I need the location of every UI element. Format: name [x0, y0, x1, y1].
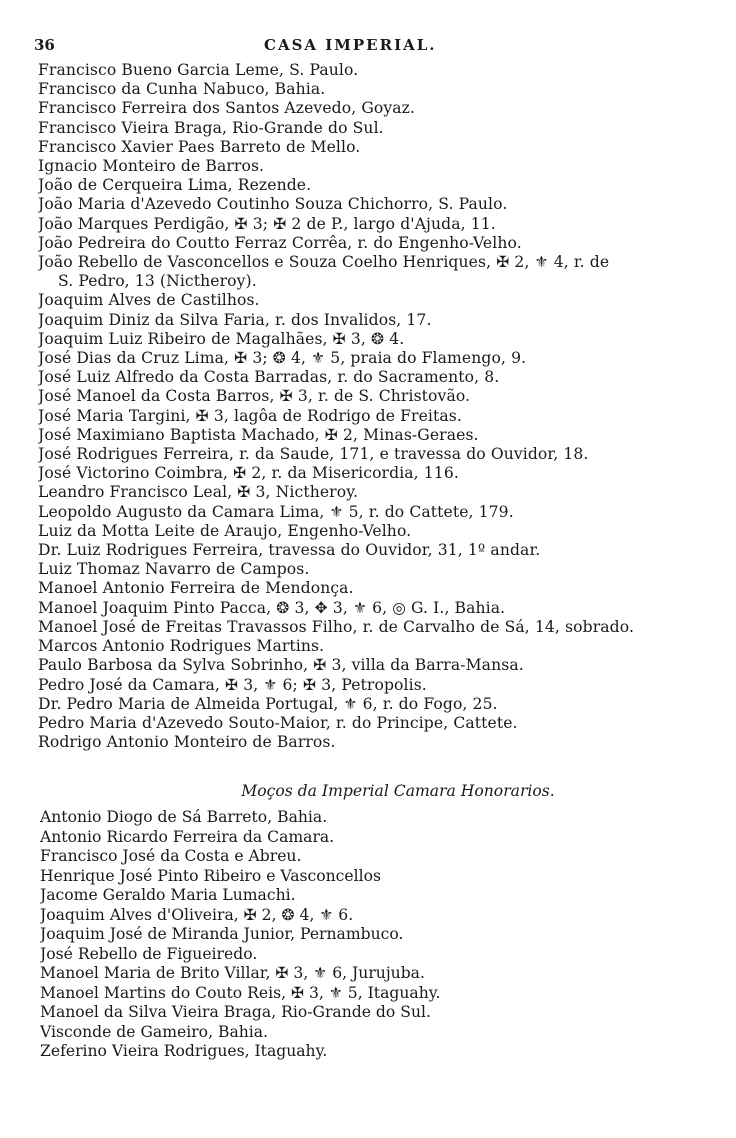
list-item: Henrique José Pinto Ribeiro e Vasconcellos [40, 866, 382, 885]
list-item: João de Cerqueira Lima, Rezende. [38, 176, 312, 195]
list-item: Francisco Vieira Braga, Rio-Grande do Sul. [38, 118, 384, 137]
list-item: Manoel José de Freitas Travassos Filho, r. de Carvalho de Sá, 14, sobrado. [38, 617, 635, 636]
list-item: Joaquim Diniz da Silva Faria, r. dos Invalidos, 17. [38, 310, 432, 329]
list-item: João Maria d'Azevedo Coutinho Souza Chichorro, S. Paulo. [38, 195, 508, 214]
list-item: Paulo Barbosa da Sylva Sobrinho, ✠ 3, villa da Barra-Mansa. [38, 656, 524, 675]
entry-list [38, 61, 688, 752]
list-item: Zeferino Vieira Rodrigues, Itaguahy. [40, 1042, 328, 1060]
list-item: Francisco Ferreira dos Santos Azevedo, Goyaz. [38, 99, 416, 118]
list-item-continuation: S. Pedro, 13 (Nictheroy). [58, 272, 257, 291]
list-item: Jacome Geraldo Maria Lumachi. [40, 886, 296, 904]
list-item: Luiz Thomaz Navarro de Campos. [38, 560, 310, 579]
honorary-entry-list [40, 808, 690, 1062]
list-item: João Pedreira do Coutto Ferraz Corrêa, r. do Engenho-Velho. [38, 233, 522, 252]
list-item: Joaquim Alves de Castilhos. [38, 291, 260, 310]
list-item: José Maria Targini, ✠ 3, lagôa de Rodrigo de Freitas. [38, 406, 462, 425]
list-item: Leopoldo Augusto da Camara Lima, ⚜ 5, r. do Cattete, 179. [38, 502, 514, 521]
list-item: Luiz da Motta Leite de Araujo, Engenho-Velho. [38, 521, 412, 540]
list-item: João Rebello de Vasconcellos e Souza Coelho Henriques, ✠ 2, ⚜ 4, r. de [38, 253, 610, 272]
list-item: José Dias da Cruz Lima, ✠ 3; ❂ 4, ⚜ 5, praia do Flamengo, 9. [38, 349, 527, 368]
list-item: Manoel Joaquim Pinto Pacca, ❂ 3, ✥ 3, ⚜ 6, ◎ G. I., Bahia. [38, 598, 506, 617]
list-item: Manoel Antonio Ferreira de Mendonça. [38, 579, 354, 598]
list-item: Joaquim Luiz Ribeiro de Magalhães, ✠ 3, ❂ 4. [38, 329, 405, 348]
list-item: José Manoel da Costa Barros, ✠ 3, r. de S. Christovão. [38, 387, 471, 406]
list-item: Dr. Luiz Rodrigues Ferreira, travessa do Ouvidor, 31, 1º andar. [38, 541, 541, 560]
list-item: Antonio Ricardo Ferreira da Camara. [40, 827, 335, 846]
list-item: Visconde de Gameiro, Bahia. [40, 1022, 269, 1041]
list-item: Francisco da Cunha Nabuco, Bahia. [38, 80, 326, 99]
list-item: Joaquim José de Miranda Junior, Pernambuco. [40, 925, 404, 943]
list-item: Joaquim Alves d'Oliveira, ✠ 2, ❂ 4, ⚜ 6. [40, 905, 354, 924]
page-number: 36 [34, 36, 55, 54]
list-item: Marcos Antonio Rodrigues Martins. [38, 637, 325, 656]
list-item: José Rebello de Figueiredo. [40, 944, 258, 963]
list-item: Manoel Maria de Brito Villar, ✠ 3, ⚜ 6, Jurujuba. [40, 964, 425, 982]
list-item: Francisco José da Costa e Abreu. [40, 847, 302, 865]
list-item: Dr. Pedro Maria de Almeida Portugal, ⚜ 6, r. do Fogo, 25. [38, 694, 498, 713]
list-item: Francisco Bueno Garcia Leme, S. Paulo. [38, 61, 359, 79]
list-item: José Maximiano Baptista Machado, ✠ 2, Minas-Geraes. [38, 425, 479, 444]
section-heading: Moços da Imperial Camara Honorarios. [241, 782, 555, 800]
list-item: Leandro Francisco Leal, ✠ 3, Nictheroy. [38, 483, 359, 502]
list-item: Manoel Martins do Couto Reis, ✠ 3, ⚜ 5, Itaguahy. [40, 983, 441, 1002]
list-item: Manoel da Silva Vieira Braga, Rio-Grande do Sul. [40, 1003, 431, 1021]
list-item: José Victorino Coimbra, ✠ 2, r. da Misericordia, 116. [38, 464, 459, 483]
list-item: Pedro Maria d'Azevedo Souto-Maior, r. do Principe, Cattete. [38, 713, 518, 732]
list-item: Francisco Xavier Paes Barreto de Mello. [38, 137, 361, 156]
list-item: João Marques Perdigão, ✠ 3; ✠ 2 de P., largo d'Ajuda, 11. [38, 214, 496, 233]
list-item: Rodrigo Antonio Monteiro de Barros. [38, 733, 336, 752]
list-item: Antonio Diogo de Sá Barreto, Bahia. [40, 808, 328, 826]
list-item: Ignacio Monteiro de Barros. [38, 157, 265, 176]
list-item: José Rodrigues Ferreira, r. da Saude, 171, e travessa do Ouvidor, 18. [38, 445, 589, 464]
list-item: José Luiz Alfredo da Costa Barradas, r. do Sacramento, 8. [38, 368, 500, 387]
page-title: CASA IMPERIAL. [264, 36, 437, 54]
running-head [34, 36, 684, 58]
list-item: Pedro José da Camara, ✠ 3, ⚜ 6; ✠ 3, Petropolis. [38, 675, 427, 694]
